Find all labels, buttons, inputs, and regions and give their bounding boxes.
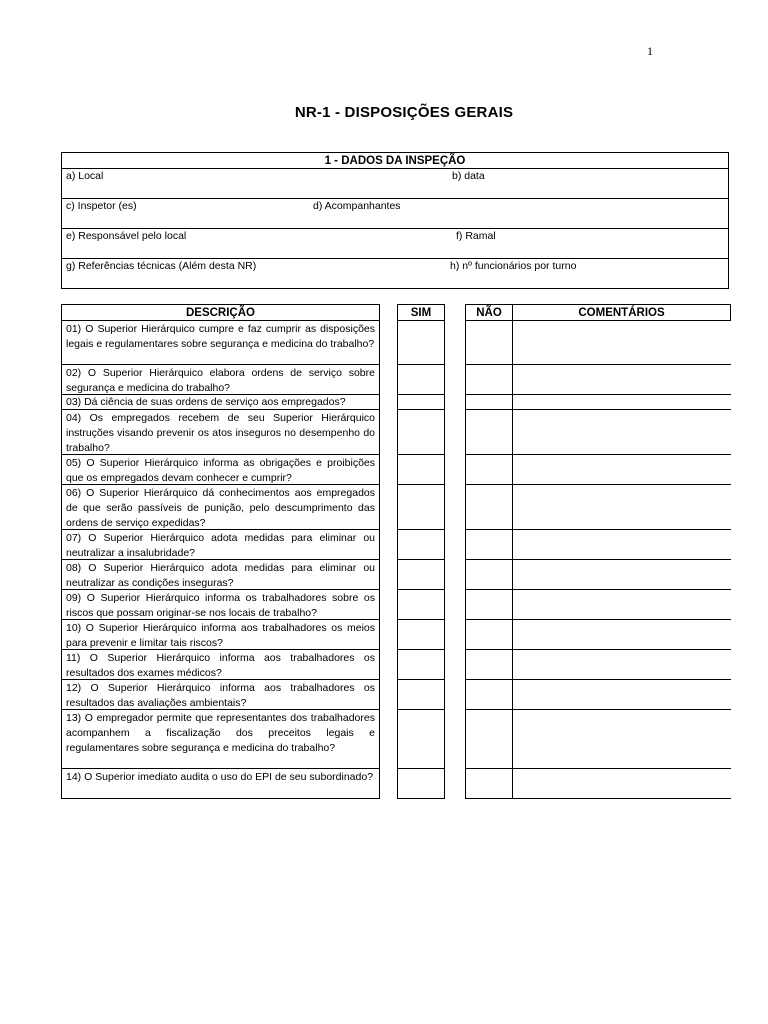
no-checkbox[interactable] <box>466 365 513 395</box>
yes-checkbox[interactable] <box>398 650 444 680</box>
question-text: 03) Dá ciência de suas ordens de serviço aos empregados? <box>66 396 346 408</box>
no-checkbox[interactable] <box>466 710 513 769</box>
question-text: 08) O Superior Hierárquico adota medidas para eliminar ou neutralizar as condições inseguras? <box>66 562 375 589</box>
yes-checkbox[interactable] <box>398 455 444 485</box>
yes-checkbox[interactable] <box>398 769 444 798</box>
page-number: 1 <box>647 44 653 58</box>
no-checkbox[interactable] <box>466 680 513 710</box>
question-text: 14) O Superior imediato audita o uso do EPI de seu subordinado? <box>66 771 374 783</box>
date-field[interactable]: b) data <box>452 170 485 182</box>
no-checkbox[interactable] <box>466 620 513 650</box>
yes-checkbox[interactable] <box>398 620 444 650</box>
no-checkbox[interactable] <box>466 321 513 365</box>
no-header: NÃO <box>466 305 513 321</box>
comment-field[interactable] <box>512 620 731 650</box>
checklist-row <box>62 680 379 710</box>
checklist-row <box>62 710 379 769</box>
checklist-row <box>62 365 379 395</box>
comment-field[interactable] <box>512 590 731 620</box>
question-text: 04) Os empregados recebem de seu Superior Hierárquico instruções visando prevenir os atos inseguros no desempenho do trabalho? <box>66 412 375 454</box>
no-checkbox[interactable] <box>466 530 513 560</box>
employees-per-shift-field[interactable]: h) nº funcionários por turno <box>450 260 577 272</box>
yes-header: SIM <box>398 305 444 321</box>
local-field[interactable]: a) Local <box>66 170 104 182</box>
no-checkbox[interactable] <box>466 455 513 485</box>
question-text: 12) O Superior Hierárquico informa aos trabalhadores os resultados das avaliações ambientais? <box>66 682 375 709</box>
yes-checkbox[interactable] <box>398 410 444 455</box>
yes-checkbox[interactable] <box>398 560 444 590</box>
question-text: 07) O Superior Hierárquico adota medidas para eliminar ou neutralizar a insalubridade? <box>66 532 375 559</box>
responsible-field[interactable]: e) Responsável pelo local <box>66 230 187 242</box>
no-and-comments-block <box>465 304 731 799</box>
yes-column <box>397 304 445 799</box>
extension-field[interactable]: f) Ramal <box>456 230 496 242</box>
no-checkbox[interactable] <box>466 650 513 680</box>
checklist-row <box>62 590 379 620</box>
comment-field[interactable] <box>512 365 731 395</box>
document-title: NR-1 - DISPOSIÇÕES GERAIS <box>294 104 514 121</box>
inspection-data-box <box>61 152 729 289</box>
comment-field[interactable] <box>512 485 731 530</box>
checklist-row <box>62 410 379 455</box>
no-checkbox[interactable] <box>466 395 513 410</box>
comment-field[interactable] <box>512 710 731 769</box>
comment-field[interactable] <box>512 321 731 365</box>
checklist-row <box>62 620 379 650</box>
checklist-row <box>62 485 379 530</box>
question-text: 01) O Superior Hierárquico cumpre e faz cumprir as disposições legais e regulamentares sobre segurança e medicina do trabalho? <box>66 323 375 350</box>
inspection-heading: 1 - DADOS DA INSPEÇÃO <box>62 153 728 169</box>
yes-checkbox[interactable] <box>398 395 444 410</box>
question-text: 06) O Superior Hierárquico dá conhecimentos aos empregados de que serão passíveis de punição, pelo descumprimento das ordens de serviço expedidas? <box>66 487 375 529</box>
checklist-row <box>62 530 379 560</box>
comment-field[interactable] <box>512 560 731 590</box>
no-checkbox[interactable] <box>466 410 513 455</box>
technical-references-field[interactable]: g) Referências técnicas (Além desta NR) <box>66 260 257 272</box>
yes-checkbox[interactable] <box>398 710 444 769</box>
comments-header: COMENTÁRIOS <box>513 305 731 321</box>
question-text: 10) O Superior Hierárquico informa aos trabalhadores os meios para prevenir e limitar tais riscos? <box>66 622 375 649</box>
question-text: 02) O Superior Hierárquico elabora ordens de serviço sobre segurança e medicina do trabalho? <box>66 367 375 394</box>
no-checkbox[interactable] <box>466 590 513 620</box>
checklist-row <box>62 395 379 410</box>
inspection-row-inspector <box>62 199 728 229</box>
description-column <box>61 304 380 799</box>
comment-field[interactable] <box>512 530 731 560</box>
checklist-row <box>62 321 379 365</box>
description-header: DESCRIÇÃO <box>62 305 379 321</box>
question-text: 13) O empregador permite que representantes dos trabalhadores acompanhem a fiscalização dos preceitos legais e regulamentares sobre segurança e medicina do trabalho? <box>66 712 375 754</box>
inspection-row-responsible <box>62 229 728 259</box>
inspector-field[interactable]: c) Inspetor (es) <box>66 200 137 212</box>
checklist-row <box>62 769 379 798</box>
comment-field[interactable] <box>512 410 731 455</box>
question-text: 05) O Superior Hierárquico informa as obrigações e proibições que os empregados devam conhecer e cumprir? <box>66 457 375 484</box>
comment-field[interactable] <box>512 680 731 710</box>
checklist-row <box>62 560 379 590</box>
yes-checkbox[interactable] <box>398 321 444 365</box>
companions-field[interactable]: d) Acompanhantes <box>313 200 401 212</box>
yes-checkbox[interactable] <box>398 530 444 560</box>
no-checkbox[interactable] <box>466 560 513 590</box>
comment-field[interactable] <box>512 395 731 410</box>
question-text: 09) O Superior Hierárquico informa os trabalhadores sobre os riscos que possam originar-se nos locais de trabalho? <box>66 592 375 619</box>
inspection-row-references <box>62 259 728 289</box>
comment-field[interactable] <box>512 455 731 485</box>
yes-checkbox[interactable] <box>398 365 444 395</box>
comment-field[interactable] <box>512 650 731 680</box>
checklist-row <box>62 455 379 485</box>
no-checkbox[interactable] <box>466 769 513 798</box>
yes-checkbox[interactable] <box>398 590 444 620</box>
yes-checkbox[interactable] <box>398 485 444 530</box>
comment-field[interactable] <box>512 769 731 798</box>
inspection-row-local <box>62 169 728 199</box>
question-text: 11) O Superior Hierárquico informa aos trabalhadores os resultados dos exames médicos? <box>66 652 375 679</box>
no-checkbox[interactable] <box>466 485 513 530</box>
yes-checkbox[interactable] <box>398 680 444 710</box>
checklist-row <box>62 650 379 680</box>
